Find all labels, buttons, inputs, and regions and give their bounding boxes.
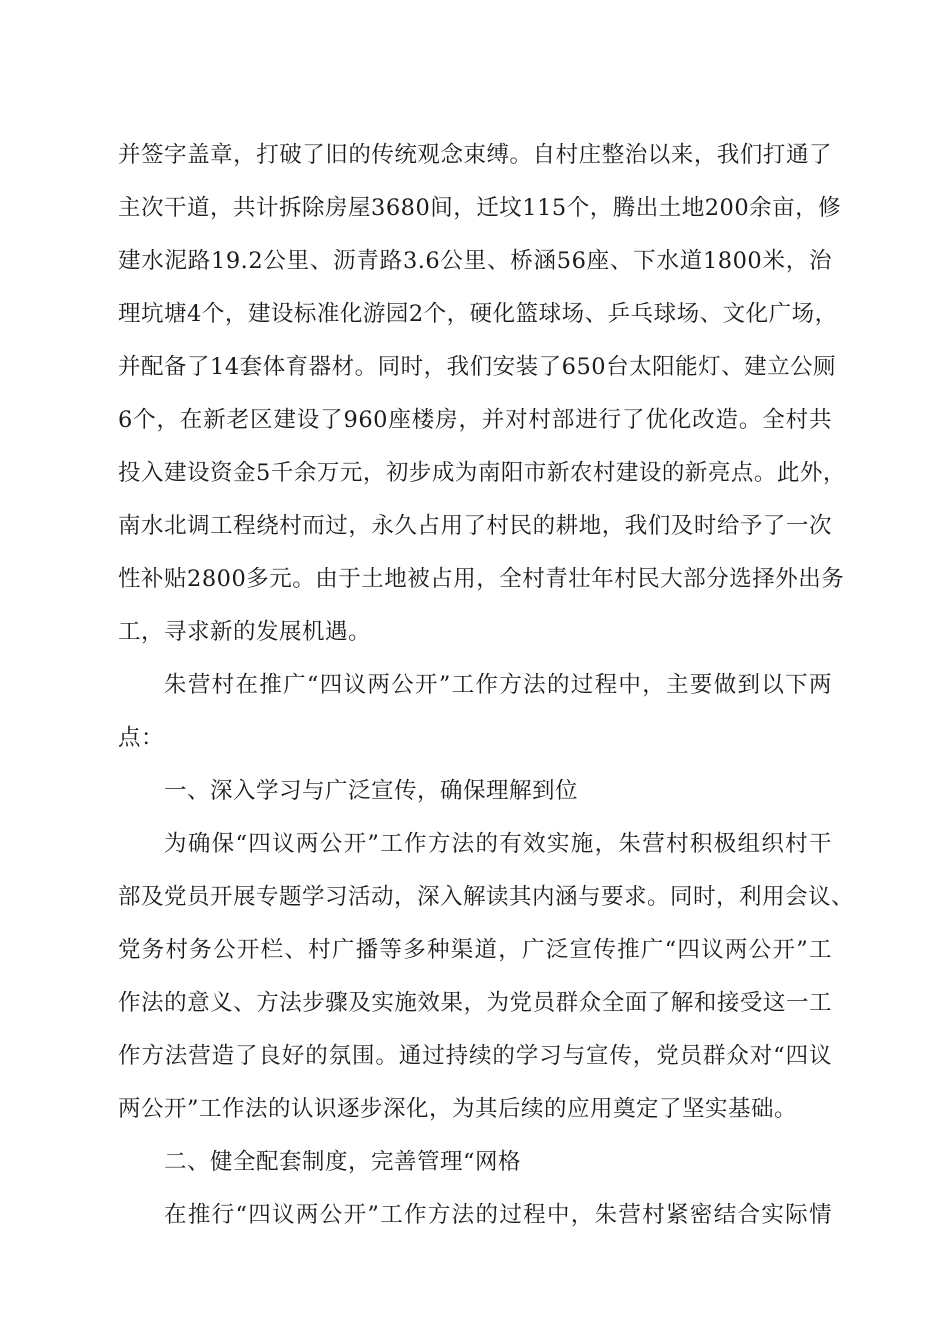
text-line: 党务村务公开栏、村广播等多种渠道，广泛宣传推广“四议两公开”工 bbox=[118, 937, 832, 963]
paragraph-start-line: 在推行“四议两公开”工作方法的过程中，朱营村紧密结合实际情 bbox=[164, 1202, 832, 1228]
text-line: 建水泥路19.2公里、沥青路3.6公里、桥涵56座、下水道1800米，治 bbox=[118, 248, 832, 274]
text-line: 并签字盖章，打破了旧的传统观念束缚。自村庄整治以来，我们打通了 bbox=[118, 142, 832, 168]
text-line: 部及党员开展专题学习活动，深入解读其内涵与要求。同时，利用会议、 bbox=[118, 884, 855, 910]
text-line: 作法的意义、方法步骤及实施效果，为党员群众全面了解和接受这一工 bbox=[118, 990, 832, 1016]
text-line: 6个，在新老区建设了960座楼房，并对村部进行了优化改造。全村共 bbox=[118, 407, 832, 433]
text-line: 作方法营造了良好的氛围。通过持续的学习与宣传，党员群众对“四议 bbox=[118, 1043, 832, 1069]
paragraph-start-line: 为确保“四议两公开”工作方法的有效实施，朱营村积极组织村干 bbox=[164, 831, 832, 857]
section-heading-2: 二、健全配套制度，完善管理“网格 bbox=[164, 1149, 522, 1175]
text-line: 点： bbox=[118, 725, 165, 751]
paragraph-start-line: 朱营村在推广“四议两公开”工作方法的过程中，主要做到以下两 bbox=[164, 672, 832, 698]
text-line: 两公开”工作法的认识逐步深化，为其后续的应用奠定了坚实基础。 bbox=[118, 1096, 798, 1122]
document-body bbox=[118, 140, 855, 1253]
text-line: 南水北调工程绕村而过，永久占用了村民的耕地，我们及时给予了一次 bbox=[118, 513, 832, 539]
section-heading-1: 一、深入学习与广泛宣传，确保理解到位 bbox=[164, 778, 579, 804]
text-line: 并配备了14套体育器材。同时，我们安装了650台太阳能灯、建立公厕 bbox=[118, 354, 837, 380]
text-line: 主次干道，共计拆除房屋3680间，迁坟115个，腾出土地200余亩，修 bbox=[118, 195, 842, 221]
text-line: 工，寻求新的发展机遇。 bbox=[118, 619, 372, 645]
text-line: 投入建设资金5千余万元，初步成为南阳市新农村建设的新亮点。此外， bbox=[118, 460, 846, 486]
text-line: 性补贴2800多元。由于土地被占用，全村青壮年村民大部分选择外出务 bbox=[118, 566, 845, 592]
text-line: 理坑塘4个，建设标准化游园2个，硬化篮球场、乒乓球场、文化广场， bbox=[118, 301, 838, 327]
